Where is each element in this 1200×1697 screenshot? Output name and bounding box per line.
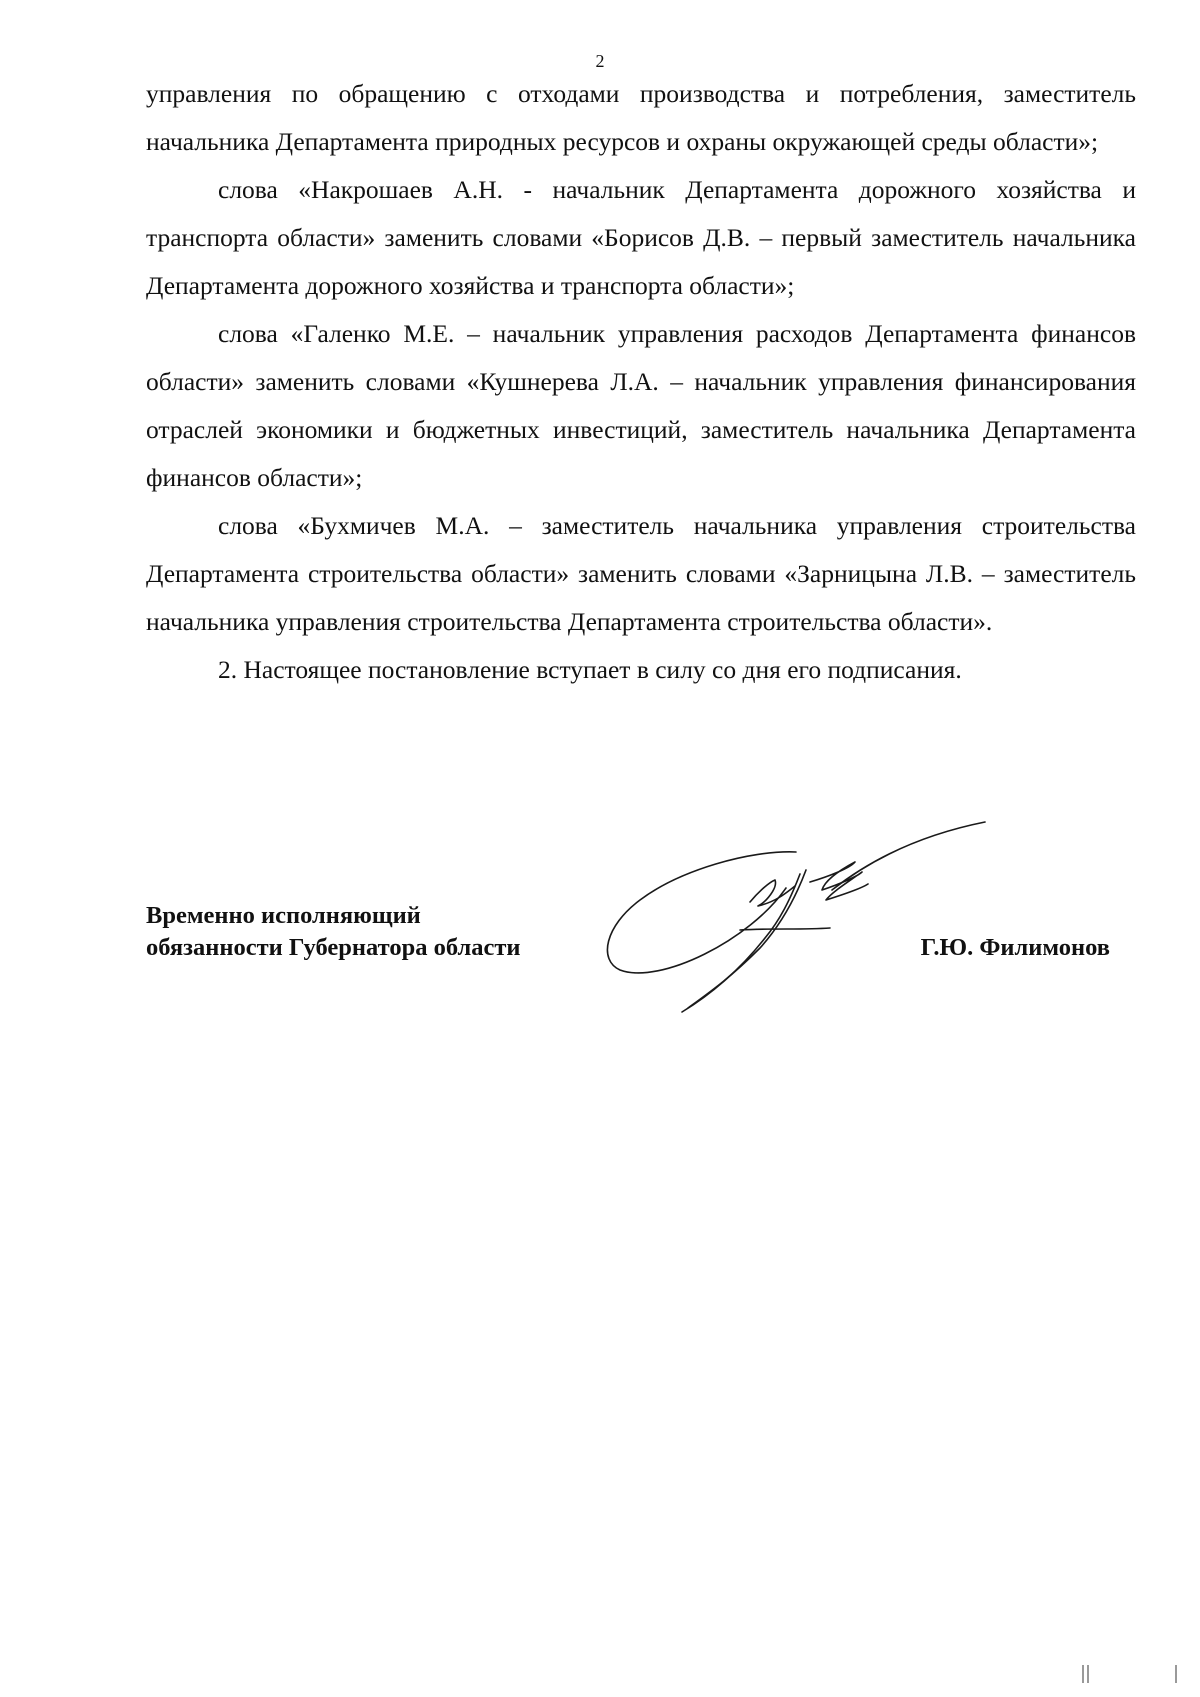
scan-artifact — [1175, 1665, 1177, 1683]
document-body — [146, 70, 1136, 694]
handwritten-signature — [600, 810, 1040, 1020]
paragraph-replacement-3: слова «Бухмичев М.А. – заместитель начальника управления строительства Департамента строительства области» заменить словами «Зарницына Л.В. – заместитель начальника управления строительства Департамента строительства области». — [146, 511, 1136, 636]
paragraph-continuation: управления по обращению с отходами производства и потребления, заместитель начальника Департамента природных ресурсов и охраны окружающей среды области»; — [146, 79, 1136, 156]
paragraph-replacement-2: слова «Галенко М.Е. – начальник управления расходов Департамента финансов области» заменить словами «Кушнерева Л.А. – начальник управления финансирования отраслей экономики и бюджетных инвестиций, заместитель начальника Департамента финансов области»; — [146, 319, 1136, 492]
paragraph-replacement-1: слова «Накрошаев А.Н. - начальник Департамента дорожного хозяйства и транспорта области» заменить словами «Борисов Д.В. – первый заместитель начальника Департамента дорожного хозяйства и транспорта области»; — [146, 175, 1136, 300]
scan-artifact — [1082, 1665, 1084, 1683]
signatory-name: Г.Ю. Филимонов — [920, 934, 1110, 961]
signatory-position — [146, 900, 606, 964]
signatory-position-line-2: обязанности Губернатора области — [146, 934, 521, 961]
page-number: 2 — [595, 51, 605, 71]
paragraph-effective-date: 2. Настоящее постановление вступает в силу со дня его подписания. — [218, 655, 962, 684]
signatory-position-line-1: Временно исполняющий — [146, 902, 421, 929]
scan-artifact — [1087, 1665, 1089, 1683]
